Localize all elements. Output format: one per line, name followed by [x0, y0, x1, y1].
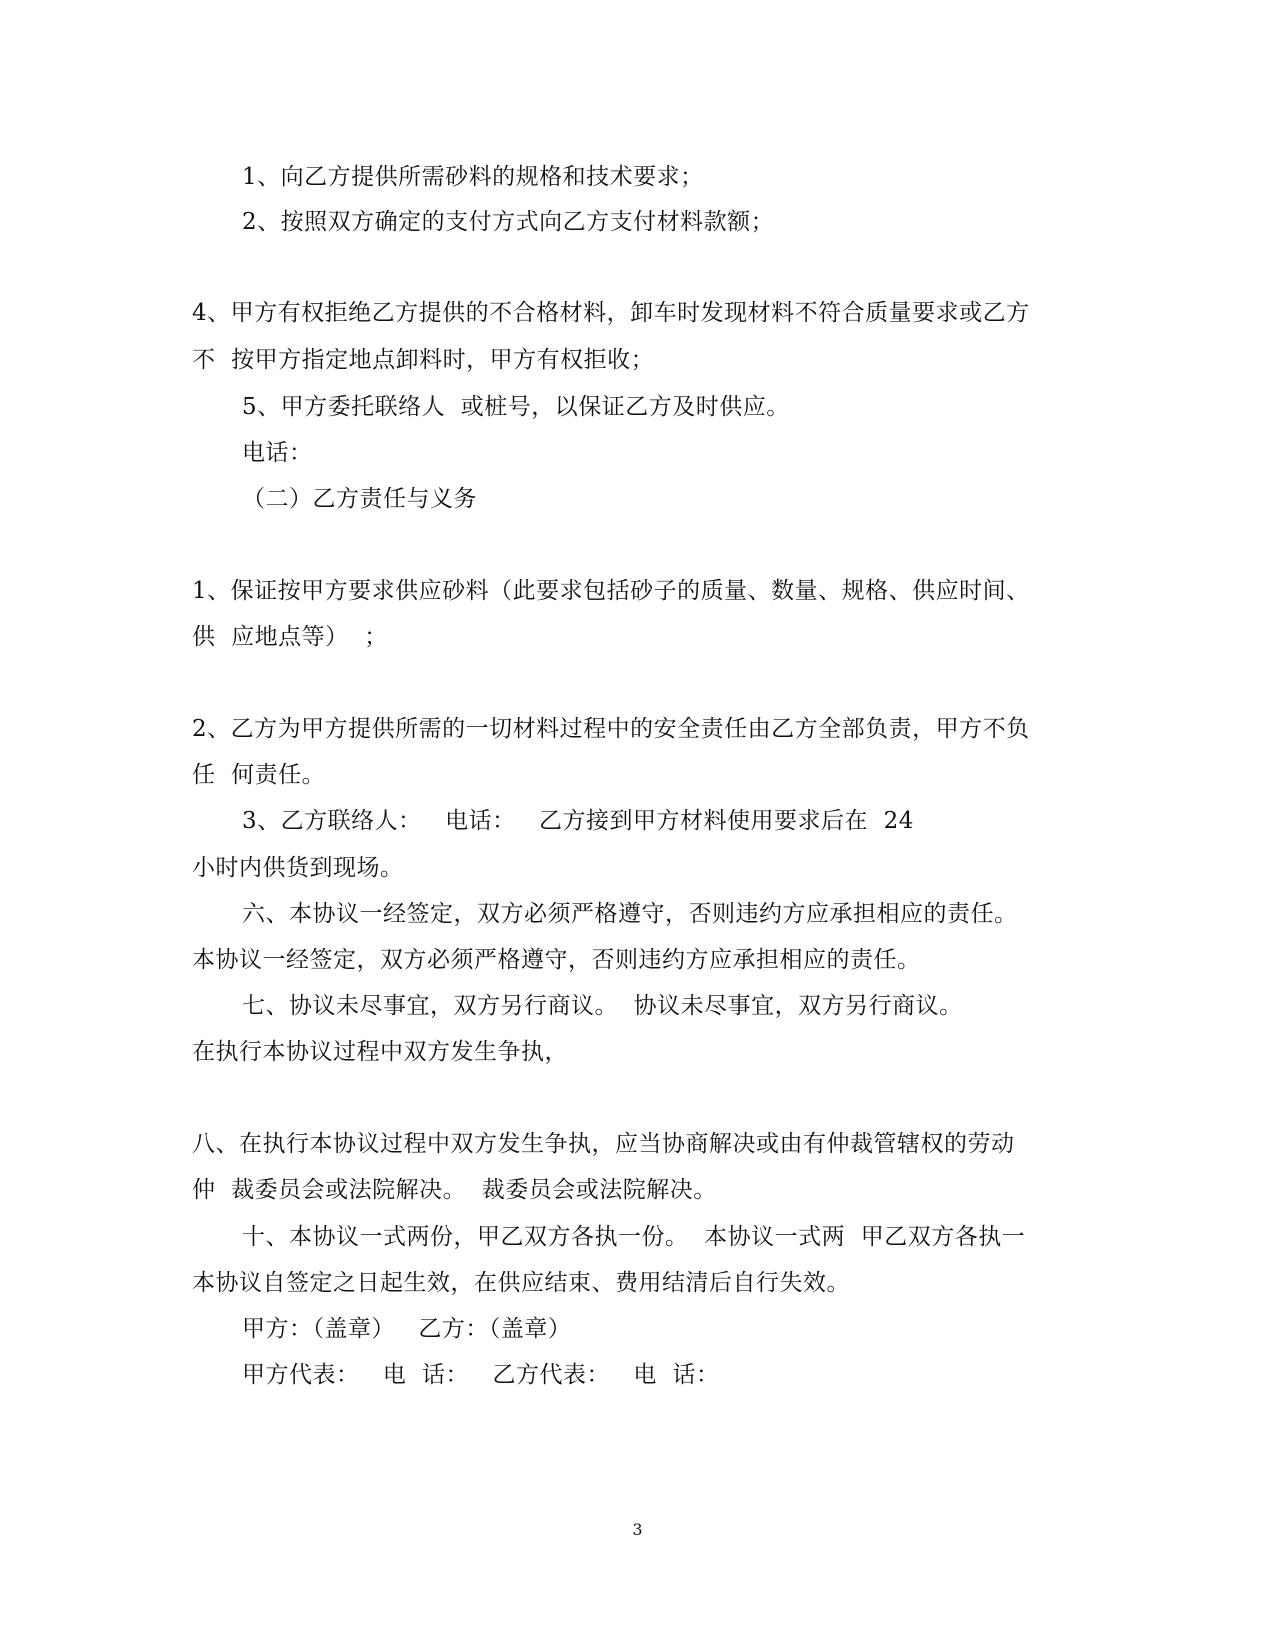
- text-line: 小时内供货到现场。: [192, 855, 404, 881]
- text-line: 3、乙方联络人： 电话： 乙方接到甲方材料使用要求后在 24: [242, 808, 914, 834]
- text-line: 5、甲方委托联络人 或桩号，以保证乙方及时供应。: [242, 394, 790, 420]
- text-line: 十、本协议一式两份，甲乙双方各执一份。 本协议一式两 甲乙双方各执一: [242, 1224, 1026, 1250]
- text-line: 八、在执行本协议过程中双方发生争执，应当协商解决或由有仲裁管辖权的劳动: [192, 1131, 1015, 1157]
- text-line: 1、向乙方提供所需砂料的规格和技术要求；: [242, 164, 704, 190]
- text-line: 供 应地点等） ；: [192, 624, 388, 650]
- text-line: 在执行本协议过程中双方发生争执，: [192, 1039, 568, 1065]
- section-heading: （二）乙方责任与义务: [242, 486, 477, 512]
- text-line: 本协议自签定之日起生效，在供应结束、费用结清后自行失效。: [192, 1270, 850, 1296]
- text-line: 任 何责任。: [192, 762, 326, 788]
- text-line: 六、本协议一经签定，双方必须严格遵守，否则违约方应承担相应的责任。: [242, 901, 1018, 927]
- text-line: 仲 裁委员会或法院解决。 裁委员会或法院解决。: [192, 1177, 717, 1203]
- signature-line: 甲方：（盖章） 乙方：（盖章）: [242, 1316, 572, 1342]
- page-number: 3: [632, 1520, 643, 1539]
- text-line: 七、协议未尽事宜，双方另行商议。 协议未尽事宜，双方另行商议。: [242, 993, 963, 1019]
- text-line: 电话：: [242, 440, 313, 466]
- signature-line: 甲方代表： 电 话： 乙方代表： 电 话：: [242, 1362, 720, 1388]
- text-line: 2、按照双方确定的支付方式向乙方支付材料款额；: [242, 209, 775, 235]
- text-line: 4、甲方有权拒绝乙方提供的不合格材料，卸车时发现材料不符合质量要求或乙方: [192, 300, 1030, 326]
- text-line: 本协议一经签定，双方必须严格遵守，否则违约方应承担相应的责任。: [192, 947, 921, 973]
- text-line: 不 按甲方指定地点卸料时，甲方有权拒收；: [192, 347, 655, 373]
- text-line: 2、乙方为甲方提供所需的一切材料过程中的安全责任由乙方全部负责，甲方不负: [192, 716, 1030, 742]
- text-line: 1、保证按甲方要求供应砂料（此要求包括砂子的质量、数量、规格、供应时间、: [192, 578, 1030, 604]
